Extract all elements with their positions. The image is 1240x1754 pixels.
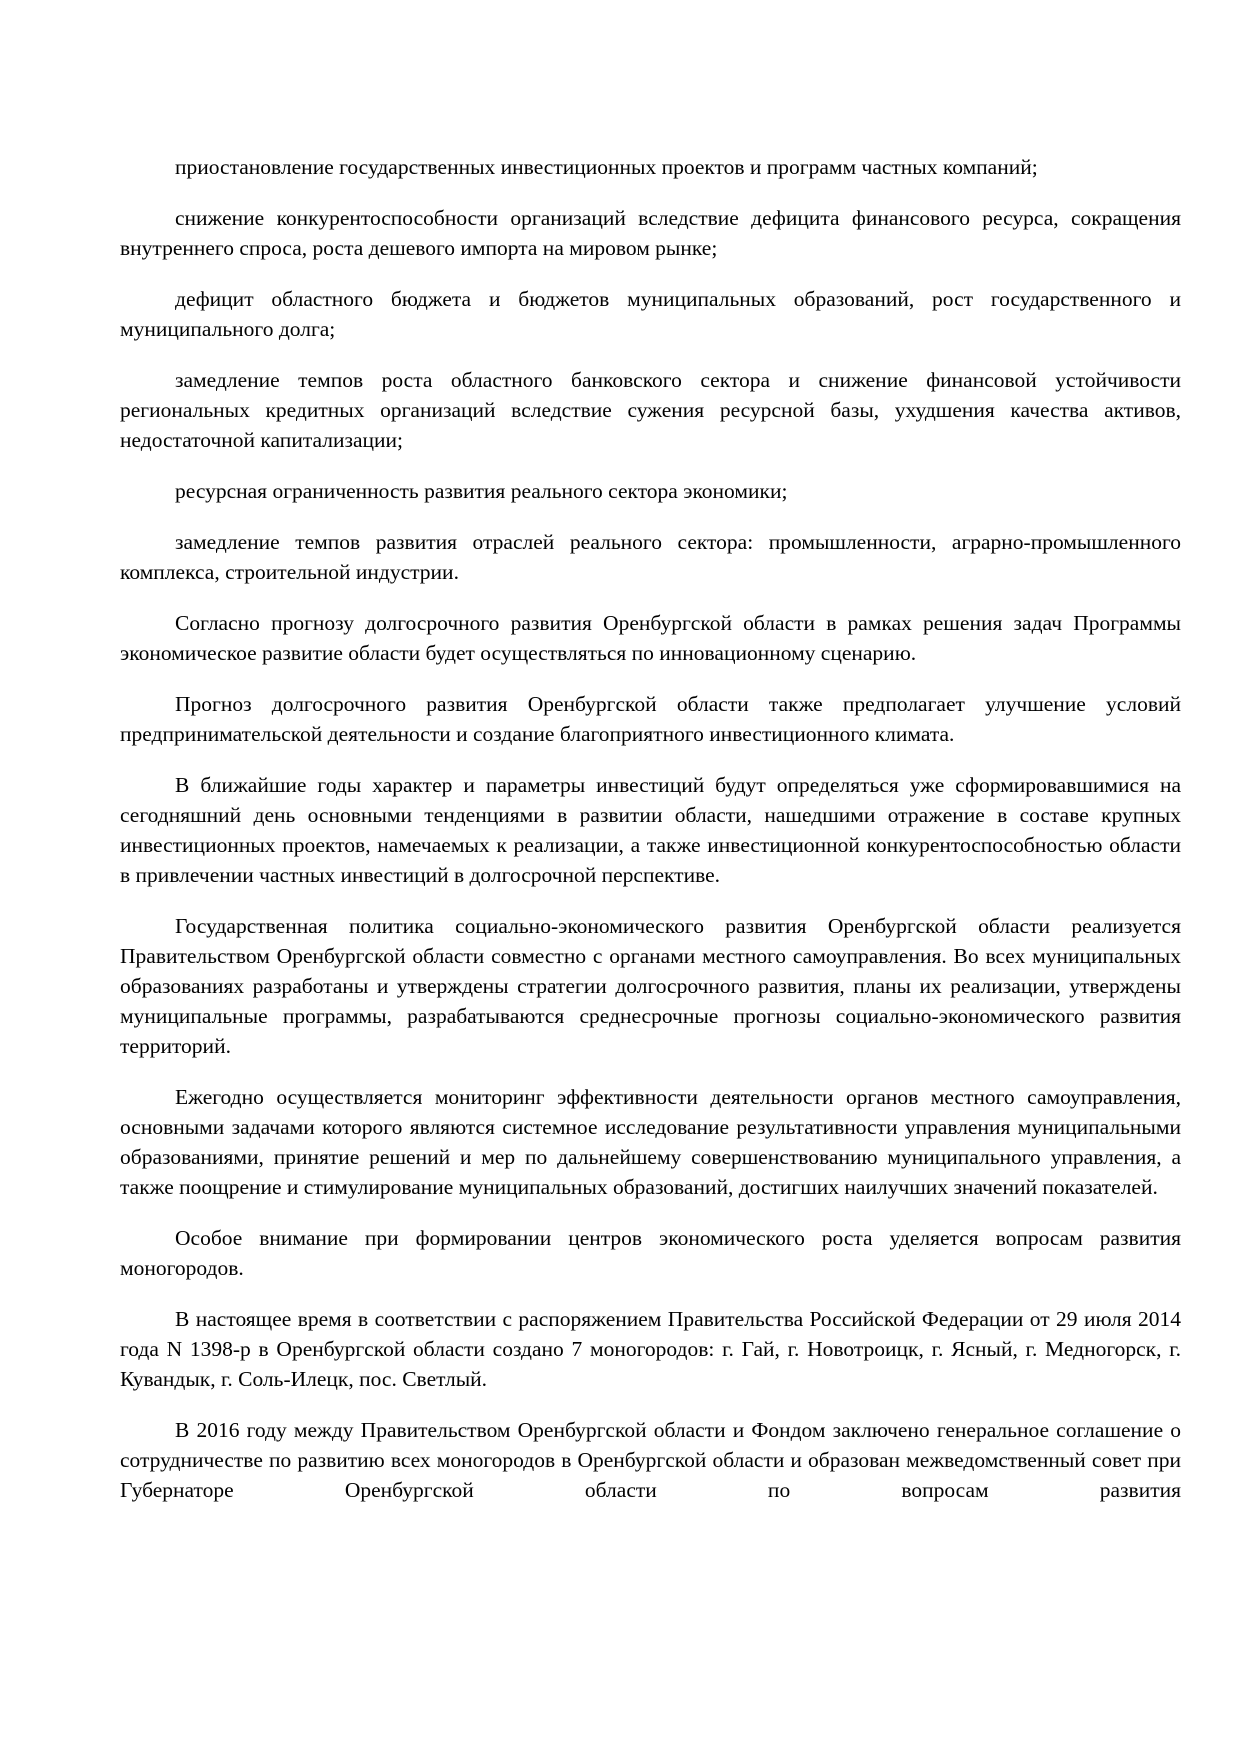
paragraph: приостановление государственных инвестиционных проектов и программ частных компаний; (175, 155, 1038, 179)
paragraph: В настоящее время в соответствии с распоряжением Правительства Российской Федерации от 29 июля 2014 года N 1398-р в Оренбургской области создано 7 моногородов: г. Гай, г. Новотроицк, г. Ясный, г. Медногорск, г. Кувандык, г. Соль-Илецк, пос. Светлый. (120, 1307, 1181, 1391)
paragraph: Прогноз долгосрочного развития Оренбургской области также предполагает улучшение условий предпринимательской деятельности и создание благоприятного инвестиционного климата. (120, 692, 1181, 746)
paragraph: Согласно прогнозу долгосрочного развития Оренбургской области в рамках решения задач Программы экономическое развитие области будет осуществляться по инновационному сценарию. (120, 611, 1181, 665)
document-page (120, 152, 1181, 1526)
paragraph: замедление темпов развития отраслей реального сектора: промышленности, аграрно-промышленного комплекса, строительной индустрии. (120, 530, 1181, 584)
paragraph: дефицит областного бюджета и бюджетов муниципальных образований, рост государственного и муниципального долга; (120, 287, 1181, 341)
paragraph: Государственная политика социально-экономического развития Оренбургской области реализуется Правительством Оренбургской области совместно с органами местного самоуправления. Во всех муниципальных образованиях разработаны и утверждены стратегии долгосрочного развития, планы их реализации, утверждены муниципальные программы, разрабатываются среднесрочные прогнозы социально-экономического развития территорий. (120, 914, 1181, 1058)
paragraph: ресурсная ограниченность развития реального сектора экономики; (175, 479, 788, 503)
paragraph: В ближайшие годы характер и параметры инвестиций будут определяться уже сформировавшимися на сегодняшний день основными тенденциями в развитии области, нашедшими отражение в составе крупных инвестиционных проектов, намечаемых к реализации, а также инвестиционной конкурентоспособностью области в привлечении частных инвестиций в долгосрочной перспективе. (120, 773, 1181, 887)
paragraph: Особое внимание при формировании центров экономического роста уделяется вопросам развития моногородов. (120, 1226, 1181, 1280)
paragraph-continued: В 2016 году между Правительством Оренбургской области и Фондом заключено генеральное соглашение о сотрудничестве по развитию всех моногородов в Оренбургской области и образован межведомственный совет при Губернаторе Оренбургской области по вопросам развития (120, 1418, 1181, 1502)
paragraph: Ежегодно осуществляется мониторинг эффективности деятельности органов местного самоуправления, основными задачами которого являются системное исследование результативности управления муниципальными образованиями, принятие решений и мер по дальнейшему совершенствованию муниципального управления, а также поощрение и стимулирование муниципальных образований, достигших наилучших значений показателей. (120, 1085, 1181, 1199)
paragraph: снижение конкурентоспособности организаций вследствие дефицита финансового ресурса, сокращения внутреннего спроса, роста дешевого импорта на мировом рынке; (120, 206, 1181, 260)
paragraph: замедление темпов роста областного банковского сектора и снижение финансовой устойчивости региональных кредитных организаций вследствие сужения ресурсной базы, ухудшения качества активов, недостаточной капитализации; (120, 368, 1181, 452)
